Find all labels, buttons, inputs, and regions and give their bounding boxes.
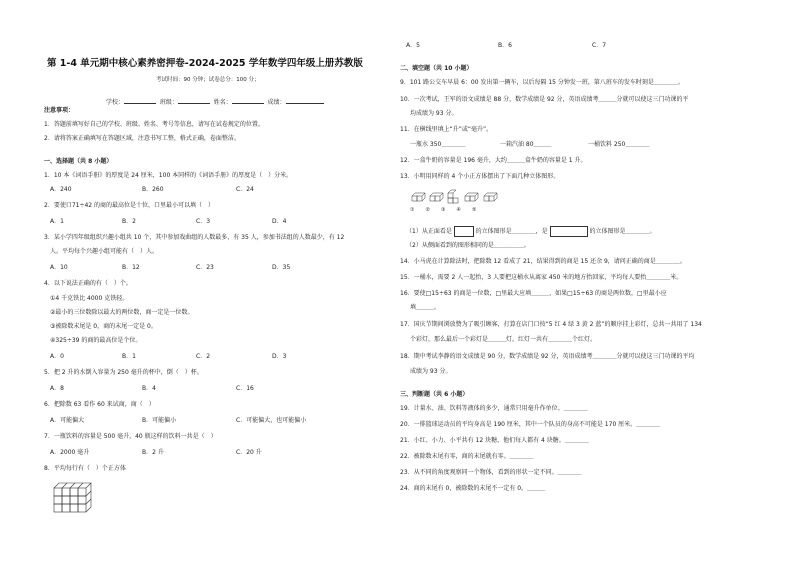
q17-text-1: 17．国庆节期间浏放赞为了吸引顾客，打算在店门口按“5 红 4 绿 3 黄 2 蓝”的顺序挂上彩灯，总共一共用了 134 (400, 321, 702, 328)
front-view-shape-a (454, 226, 474, 237)
note-1: 1．答题前填写好自己的学校、班级、姓名、考号等信息，请写在试卷规定的位置。 (44, 121, 264, 128)
q12-text: 12．一盒牛奶的容量是 196 毫升，大约＿＿＿盒牛奶的容量是 1 升。 (400, 157, 587, 164)
q4-option-b[interactable]: B．1 (122, 353, 136, 360)
q5-option-a[interactable]: A．8 (50, 385, 64, 392)
q4-statement-3: ③被除数末尾是 0，商的末尾一定是 0。 (50, 323, 157, 330)
q1-text: 1．10 本《词语手册》的厚度是 24 厘米，100 本同样的《词语手册》的厚度是（ ）分米。 (44, 172, 293, 179)
q13-part-1-mid: 的立体图形是＿＿＿＿，是 (475, 228, 548, 235)
section-choice-title: 一、选择题（共 8 小题） (44, 158, 113, 165)
student-info-row (106, 97, 324, 107)
q23-text: 23．从不同的角度观察同一个物体，看到的形状一定不同。＿＿＿＿ (400, 469, 582, 476)
q1-option-c[interactable]: C．24 (236, 186, 254, 193)
q1-option-b[interactable]: B．260 (142, 186, 164, 193)
q11-item-2: 一箱汽油 80＿＿＿ (500, 141, 552, 148)
q13-part-1 (406, 226, 656, 237)
q11-item-1: 一瓶水 350＿＿＿＿ (410, 141, 466, 148)
note-2: 2．请将答案正确填写在答题区域，注意书写工整，格式正确，卷面整洁。 (44, 135, 240, 142)
q20-text: 20．一排篮球运动员的平均身高是 190 厘米，其中一个队员的身高不可能是 170 厘米。＿＿＿＿ (400, 421, 661, 428)
q4-text: 4．以下说法正确的有（ ）个。 (44, 280, 132, 287)
q2-option-c[interactable]: C．3 (196, 218, 211, 225)
q13-label-1: ① (410, 207, 426, 213)
name-label: 姓名： (213, 99, 232, 106)
q8-text: 8．平均每行有（ ）个正方体 (44, 465, 126, 472)
class-blank[interactable] (178, 97, 210, 104)
q13-label-5: ⑤ (471, 207, 488, 213)
q11-text: 11．在横线里填上“升”或“毫升”。 (400, 126, 493, 133)
q18-text-2: 成绩为 93 分。 (410, 368, 452, 375)
q3-option-a[interactable]: A．10 (50, 264, 68, 271)
q7-text: 7．一瓶饮料的容量是 500 毫升，40 瓶这样的饮料一共是（ ） (44, 433, 217, 440)
front-view-shape-b (550, 226, 588, 237)
q4-option-c[interactable]: C．2 (196, 353, 211, 360)
q13-text: 13．小明用同样的 4 个小正方体摆出了下面几种立体图形。 (400, 173, 560, 180)
q15-text: 15．一桶水，需要 2 人一起抬，3 人要把这桶水从离家 450 米的地方抬回家，平均每人要抬＿＿＿＿米。 (400, 274, 683, 281)
q14-text: 14．小马虎在计算除法时，把除数 12 看成了 21，结果得到的商是 15 还余 9，请问正确的商是＿＿＿＿。 (400, 258, 686, 265)
q8-option-a[interactable]: A．5 (406, 42, 420, 49)
notes-title: 注意事项： (44, 107, 75, 114)
q21-text: 21．小红、小力、小平共有 12 块糖，他们每人都有 4 块糖。＿＿＿＿ (400, 437, 589, 444)
page-title: 第 1-4 单元期中核心素养密押卷-2024-2025 学年数学四年级上册苏教版 (47, 58, 363, 69)
q7-option-a[interactable]: A．2000 毫升 (50, 449, 90, 456)
q22-text: 22．被除数末尾有零，商的末尾就有零。＿＿＿＿ (400, 453, 534, 460)
q2-option-d[interactable]: D．4 (272, 218, 287, 225)
q5-option-b[interactable]: B．4 (142, 385, 156, 392)
q16-text-1: 16．要使□15÷63 的商是一位数，□里最大应填＿＿＿，如果□15÷63 的商是两位数，□里最小应 (400, 290, 667, 297)
q13-label-2: ② (425, 207, 441, 213)
class-label: 班级： (159, 99, 178, 106)
q7-option-c[interactable]: C．20 升 (236, 449, 262, 456)
q8-cube-stack-figure (50, 476, 112, 518)
q3-text-1: 3．某小学四年级组织兴趣小组共 10 个，其中参加戏曲组的人数最多，有 35 人，参加书法组的人数最少，有 12 (44, 234, 345, 241)
q13-figure-labels (410, 206, 487, 214)
q5-option-c[interactable]: C．16 (236, 385, 254, 392)
q13-label-4: ④ (456, 207, 472, 213)
q8-option-b[interactable]: B．6 (498, 42, 512, 49)
q4-statement-2: ②最小的三位数除以最大的两位数，商一定是一位数。 (50, 309, 194, 316)
section-fill-title: 二、填空题（共 10 小题） (400, 65, 473, 72)
q4-option-a[interactable]: A．0 (50, 353, 64, 360)
score-label: 成绩： (267, 99, 286, 106)
q13-label-3: ③ (440, 207, 457, 213)
q5-text: 5．把 2 升的水倒入容量为 250 毫升的杯中，倒（ ）杯。 (44, 369, 203, 376)
score-blank[interactable] (286, 97, 324, 104)
q6-text: 6．把除数 63 看作 60 来试商，商（ ） (44, 401, 155, 408)
name-blank[interactable] (232, 97, 264, 104)
q6-option-c[interactable]: C．可能偏大，也可能偏小 (236, 417, 307, 424)
q2-text: 2．要使口71÷42 的商的最高位是十位，口里最小可以填（ ） (44, 202, 215, 209)
q3-option-c[interactable]: C．23 (196, 264, 214, 271)
q13-part-2: （2）从侧面看到的图形相同的是＿＿＿＿＿。 (406, 242, 530, 249)
q19-text: 19．计量水、油、饮料等液体的多少，通常只用毫升作单位。＿＿＿＿ (400, 405, 588, 412)
q24-text: 24．商的末尾有 0，被除数的末尾不一定有 0。＿＿＿ (400, 485, 546, 492)
q18-text-1: 18．期中考试李静的语文成绩是 90 分，数学成绩是 92 分，英语成绩考＿＿＿＿分就可以使这三门功课的平均 (400, 353, 695, 360)
q13-part-1-end: 的立体图形是＿＿＿＿。 (589, 228, 656, 235)
q3-option-b[interactable]: B．12 (122, 264, 140, 271)
school-label: 学校： (106, 99, 125, 106)
section-judge-title: 三、判断题（共 6 小题） (400, 391, 469, 398)
q10-text-2: 均成绩为 93 分。 (410, 110, 458, 117)
q4-statement-4: ④325÷39 的商的最高位是个位。 (50, 337, 142, 344)
q2-option-a[interactable]: A．1 (50, 218, 64, 225)
q11-item-3: 一桶饮料 250＿＿＿＿ (588, 141, 650, 148)
q1-option-a[interactable]: A．240 (50, 186, 72, 193)
q6-option-a[interactable]: A．可能偏大 (50, 417, 85, 424)
exam-meta: 考试时间：90 分钟；试卷总分：100 分； (156, 77, 260, 83)
q6-option-b[interactable]: B．可能偏小 (142, 417, 177, 424)
q7-option-b[interactable]: B．2 升 (142, 449, 164, 456)
q3-option-d[interactable]: D．35 (272, 264, 291, 271)
q4-option-d[interactable]: D．3 (272, 353, 287, 360)
q4-statement-1: ①4 千克铁比 4000 克铁轻。 (50, 295, 129, 302)
q10-text-1: 10．一次考试，王军的语文成绩是 88 分，数学成绩是 92 分，英语成绩考＿＿＿分就可以使这三门功课的平 (400, 96, 689, 103)
school-blank[interactable] (124, 97, 156, 104)
q16-text-2: 填＿＿＿。 (410, 304, 441, 311)
q8-option-c[interactable]: C．7 (592, 42, 607, 49)
q3-text-2: 人。平均每个兴趣小组可能有（ ）人。 (50, 248, 159, 255)
q9-text: 9．101 路公交车早晨 6：00 发出第一辆车，以后每隔 15 分钟发一班，第八班车的发车时刻是＿＿＿＿。 (400, 79, 684, 86)
q13-part-1-lead: （1）从正面看是 (406, 228, 452, 235)
q2-option-b[interactable]: B．2 (122, 218, 136, 225)
q17-text-2: 个彩灯，那么最后一个彩灯是＿＿＿灯，红灯一共有＿＿＿＿个红灯。 (410, 336, 597, 343)
